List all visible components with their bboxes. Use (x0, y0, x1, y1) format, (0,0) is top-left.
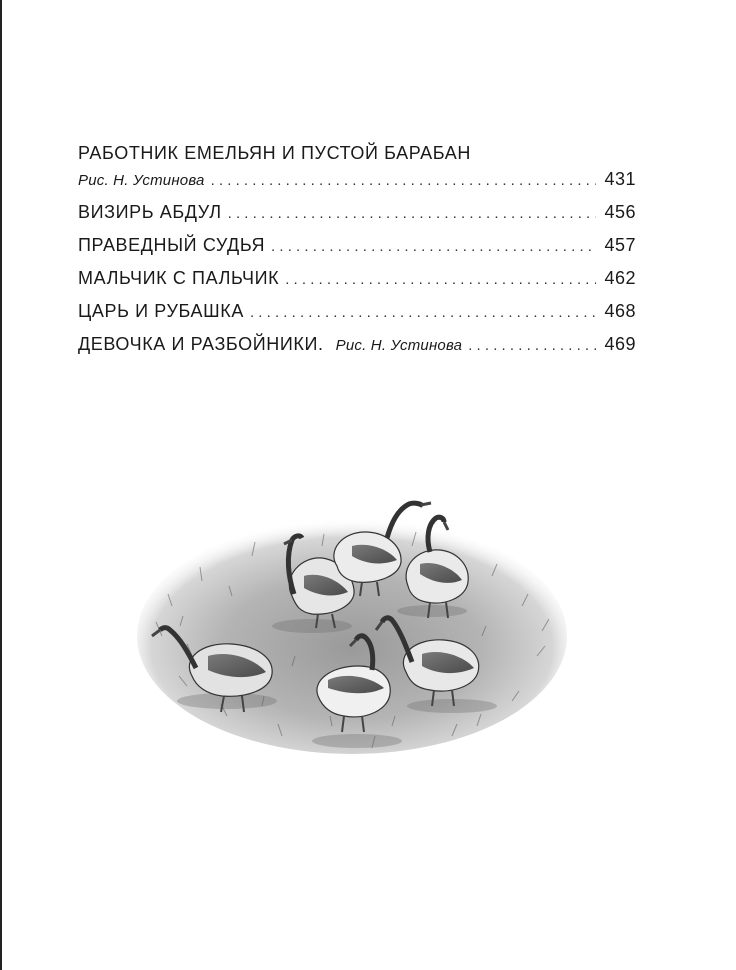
dot-leader (271, 230, 596, 263)
toc-entry[interactable] (78, 229, 636, 262)
illustrator-credit: Рис. Н. Устинова (335, 337, 463, 354)
dot-leader (285, 263, 596, 296)
page-number: 431 (604, 169, 636, 189)
dot-leader (211, 168, 597, 194)
toc-entry[interactable] (78, 262, 636, 295)
toc-entry-title: РАБОТНИК ЕМЕЛЬЯН И ПУСТОЙ БАРАБАН (78, 143, 471, 163)
toc-entry-title: ВИЗИРЬ АБДУЛ (78, 202, 222, 222)
page-number: 457 (604, 235, 636, 255)
geese-illustration (132, 486, 572, 776)
toc-entry[interactable] (78, 166, 636, 196)
page-edge (0, 0, 2, 970)
dot-leader (228, 197, 597, 230)
dot-leader (250, 296, 597, 329)
toc-entry-title: МАЛЬЧИК С ПАЛЬЧИК (78, 268, 280, 288)
toc-entry-title: ЦАРЬ И РУБАШКА (78, 301, 244, 321)
page-number: 468 (604, 301, 636, 321)
page-number: 456 (604, 202, 636, 222)
toc-entry[interactable] (78, 328, 636, 361)
toc-entry[interactable] (78, 196, 636, 229)
page-number: 469 (604, 334, 636, 354)
page-number: 462 (604, 268, 636, 288)
toc-entry-title: ПРАВЕДНЫЙ СУДЬЯ (78, 235, 266, 255)
table-of-contents (78, 140, 636, 361)
dot-leader (468, 329, 596, 362)
illustrator-credit: Рис. Н. Устинова (78, 172, 205, 189)
toc-entry[interactable] (78, 295, 636, 328)
toc-entry-title: ДЕВОЧКА И РАЗБОЙНИКИ. (78, 334, 324, 354)
